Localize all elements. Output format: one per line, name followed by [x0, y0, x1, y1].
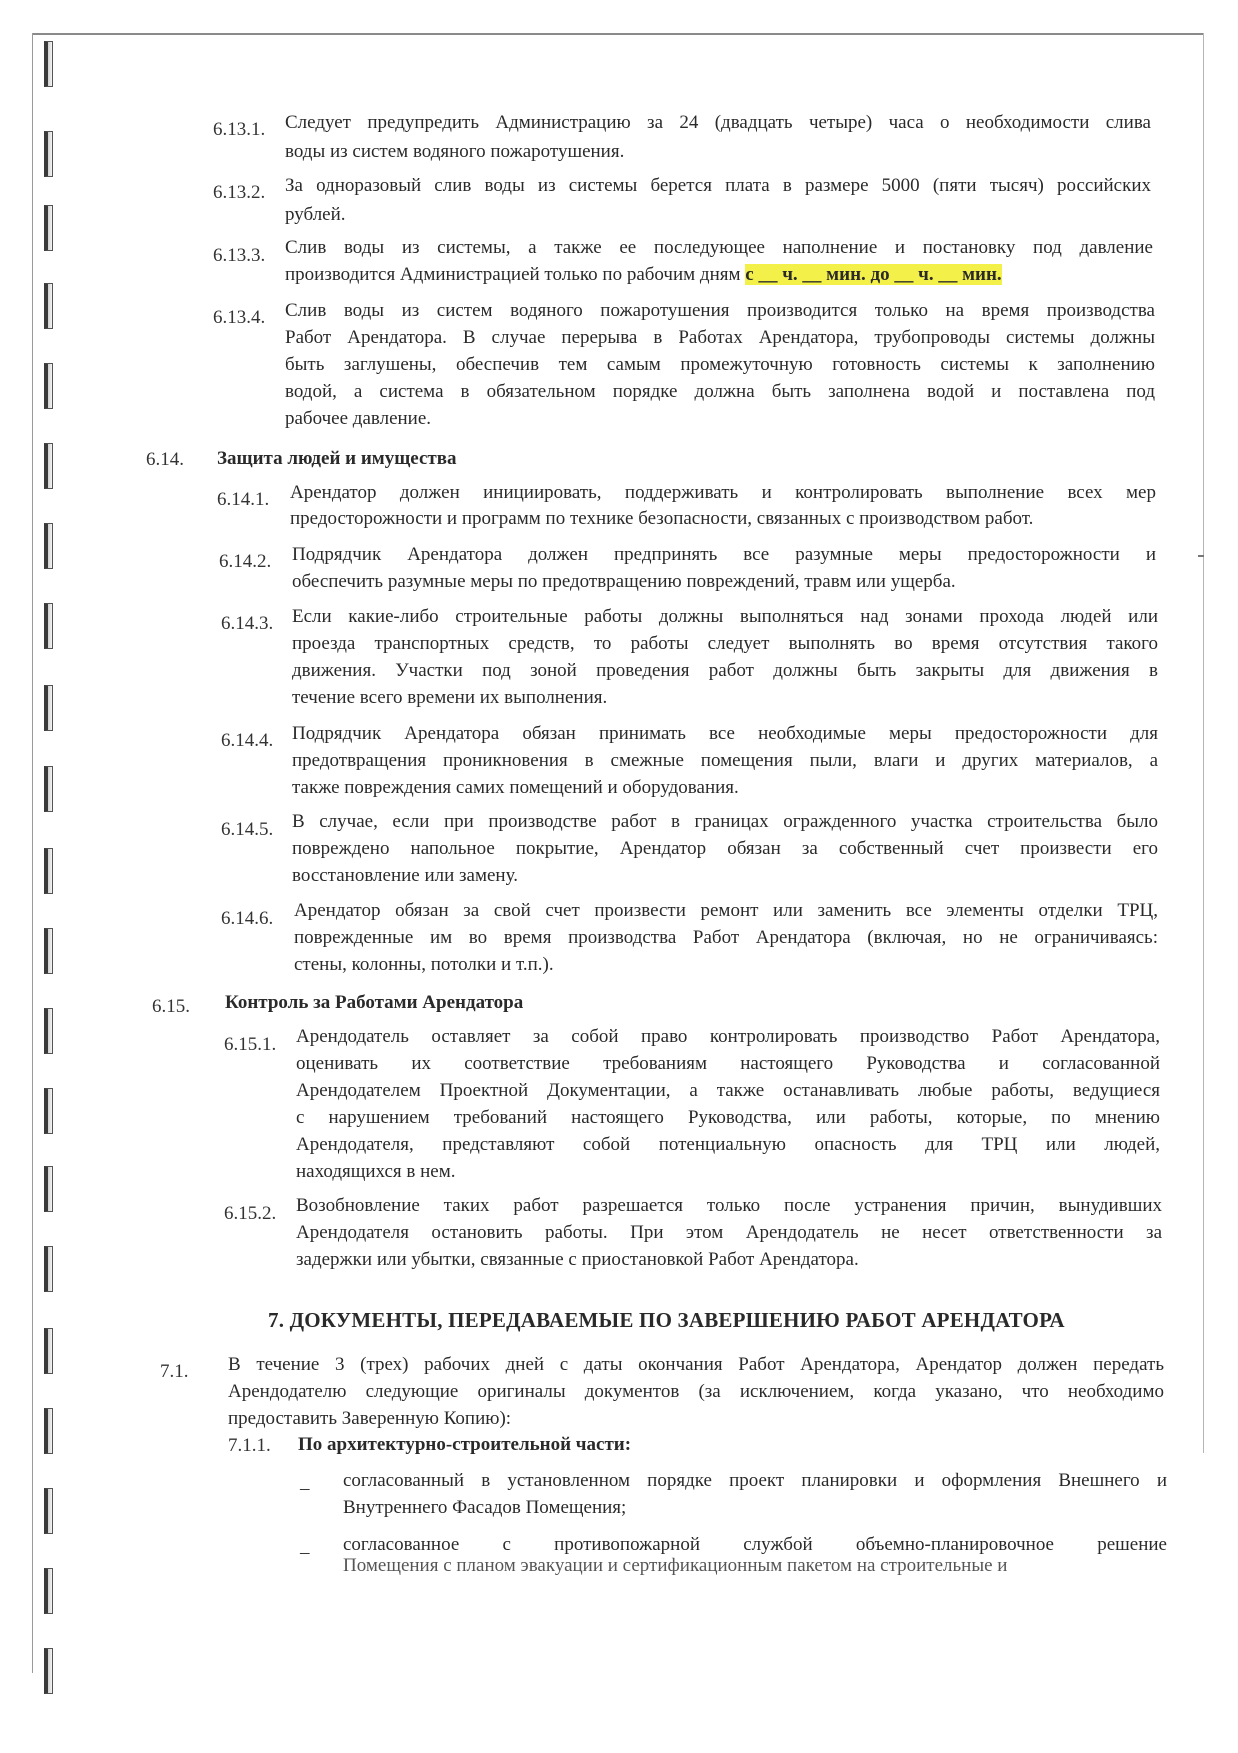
cut-off-line	[343, 1555, 1163, 1576]
clause-number: 7.1.1.	[228, 1435, 271, 1456]
clause-text-line: предотвращения проникновения в смежные помещения пыли, влаги и других материалов, а	[292, 750, 1158, 771]
section-title: Защита людей и имущества	[217, 448, 457, 469]
section-title: Контроль за Работами Арендатора	[225, 992, 524, 1013]
list-bullet: –	[300, 1542, 310, 1563]
list-bullet: –	[300, 1478, 310, 1499]
clause-text-line: предоставить Заверенную Копию):	[228, 1408, 512, 1429]
clause-text-line: За одноразовый слив воды из системы берется плата в размере 5000 (пяти тысяч) российских	[285, 175, 1151, 196]
clause-text-line: Подрядчик Арендатора должен предпринять все разумные меры предосторожности и	[292, 544, 1156, 565]
clause-number: 6.14.4.	[221, 730, 274, 751]
list-item-line: Внутреннего Фасадов Помещения;	[343, 1497, 627, 1518]
clause-text-line: воды из систем водяного пожаротушения.	[285, 141, 625, 162]
clause-text-line: Арендодатель оставляет за собой право контролировать производство Работ Арендатора,	[296, 1026, 1160, 1047]
clause-text-line: Арендодателю следующие оригиналы документов (за исключением, когда указано, что необходимо	[228, 1381, 1164, 1402]
clause-number: 6.14.6.	[221, 908, 274, 929]
clause-text-line: Арендодателем Проектной Документации, а также останавливать любые работы, ведущиеся	[296, 1080, 1160, 1101]
clause-text-line: предосторожности и программ по технике безопасности, связанных с производством работ.	[290, 508, 1034, 529]
clause-number: 6.15.1.	[224, 1034, 277, 1055]
clause-number: 6.13.3.	[213, 245, 266, 266]
clause-number: 7.1.	[160, 1361, 189, 1382]
clause-text-line: водой, а система в обязательном порядке должна быть заполнена водой и поставлена под	[285, 381, 1155, 402]
clause-number: 6.15.2.	[224, 1203, 277, 1224]
clause-text-line: поврежденные им во время производства Работ Арендатора (включая, но не ограничиваясь:	[294, 927, 1158, 948]
clause-text-line: рабочее давление.	[285, 408, 432, 429]
clause-text-line: Арендодателя остановить работы. При этом Арендодатель не несет ответственности за	[296, 1222, 1162, 1243]
clause-text-line: быть заглушены, обеспечив тем самым промежуточную готовность системы к заполнению	[285, 354, 1155, 375]
section-number: 6.14.	[146, 449, 184, 470]
clause-text-line: находящихся в нем.	[296, 1161, 456, 1182]
clause-text-line: повреждено напольное покрытие, Арендатор обязан за собственный счет произвести его	[292, 838, 1158, 859]
list-item-line: Помещения с планом эвакуации и сертификационным пакетом на строительные и	[343, 1555, 1008, 1576]
clause-text-line: Арендатор должен инициировать, поддерживать и контролировать выполнение всех мер	[290, 482, 1156, 503]
clause-text-line: стены, колонны, потолки и т.п.).	[294, 954, 554, 975]
clause-text-line: течение всего времени их выполнения.	[292, 687, 608, 708]
clause-text-part: производится Администрацией только по рабочим дням	[285, 264, 746, 285]
clause-text-line: Возобновление таких работ разрешается только после устранения причин, вынудивших	[296, 1195, 1162, 1216]
subsection-title: По архитектурно-строительной части:	[298, 1434, 632, 1455]
clause-text-line: задержки или убытки, связанные с приостановкой Работ Арендатора.	[296, 1249, 859, 1270]
clause-text-line: рублей.	[285, 204, 346, 225]
clause-number: 6.13.4.	[213, 307, 266, 328]
clause-text-line: с нарушением требований настоящего Руководства, или работы, которые, по мнению	[296, 1107, 1160, 1128]
clause-text-line: Арендатор обязан за свой счет произвести ремонт или заменить все элементы отделки ТРЦ,	[294, 900, 1158, 921]
clause-text-line: Если какие-либо строительные работы должны выполняться над зонами прохода людей или	[292, 606, 1158, 627]
clause-number: 6.14.5.	[221, 819, 274, 840]
section-number: 6.15.	[152, 996, 190, 1017]
clause-text-line: В течение 3 (трех) рабочих дней с даты окончания Работ Арендатора, Арендатор должен передать	[228, 1354, 1164, 1375]
highlighted-time-blank: с __ ч. __ мин. до __ ч. __ мин.	[745, 264, 1002, 285]
clause-text-line: также повреждения самих помещений и оборудования.	[292, 777, 739, 798]
clause-text-line: В случае, если при производстве работ в границах огражденного участка строительства было	[292, 811, 1158, 832]
chapter-heading: 7. ДОКУМЕНТЫ, ПЕРЕДАВАЕМЫЕ ПО ЗАВЕРШЕНИЮ РАБОТ АРЕНДАТОРА	[268, 1308, 1065, 1332]
clause-text-line: проезда транспортных средств, то работы следует выполнять во время отсутствия такого	[292, 633, 1158, 654]
clause-text-line: обеспечить разумные меры по предотвращению повреждений, травм или ущерба.	[292, 571, 956, 592]
list-item-line: согласованное с противопожарной службой объемно-планировочное решение	[343, 1534, 1167, 1555]
clause-text-line: Следует предупредить Администрацию за 24 (двадцать четыре) часа о необходимости слива	[285, 112, 1151, 133]
clause-text-line: Работ Арендатора. В случае перерыва в Работах Арендатора, трубопроводы системы должны	[285, 327, 1155, 348]
clause-text-line	[285, 262, 1002, 288]
clause-number: 6.14.1.	[217, 489, 270, 510]
clause-text-line: Слив воды из системы, а также ее последующее наполнение и постановку под давление	[285, 237, 1153, 258]
list-item-line: согласованный в установленном порядке проект планировки и оформления Внешнего и	[343, 1470, 1167, 1491]
clause-number: 6.14.2.	[219, 551, 272, 572]
clause-text-line: оценивать их соответствие требованиям настоящего Руководства и согласованной	[296, 1053, 1160, 1074]
clause-text-line: Арендодателя, представляют собой потенциальную опасность для ТРЦ или людей,	[296, 1134, 1160, 1155]
clause-text-line: движения. Участки под зоной проведения работ должны быть закрыты для движения в	[292, 660, 1158, 681]
clause-number: 6.14.3.	[221, 613, 274, 634]
clause-text-line: Слив воды из систем водяного пожаротушения производится только на время производства	[285, 300, 1155, 321]
clause-text-line: Подрядчик Арендатора обязан принимать все необходимые меры предосторожности для	[292, 723, 1158, 744]
clause-number: 6.13.2.	[213, 182, 266, 203]
clause-number: 6.13.1.	[213, 119, 266, 140]
clause-text-line: восстановление или замену.	[292, 865, 518, 886]
